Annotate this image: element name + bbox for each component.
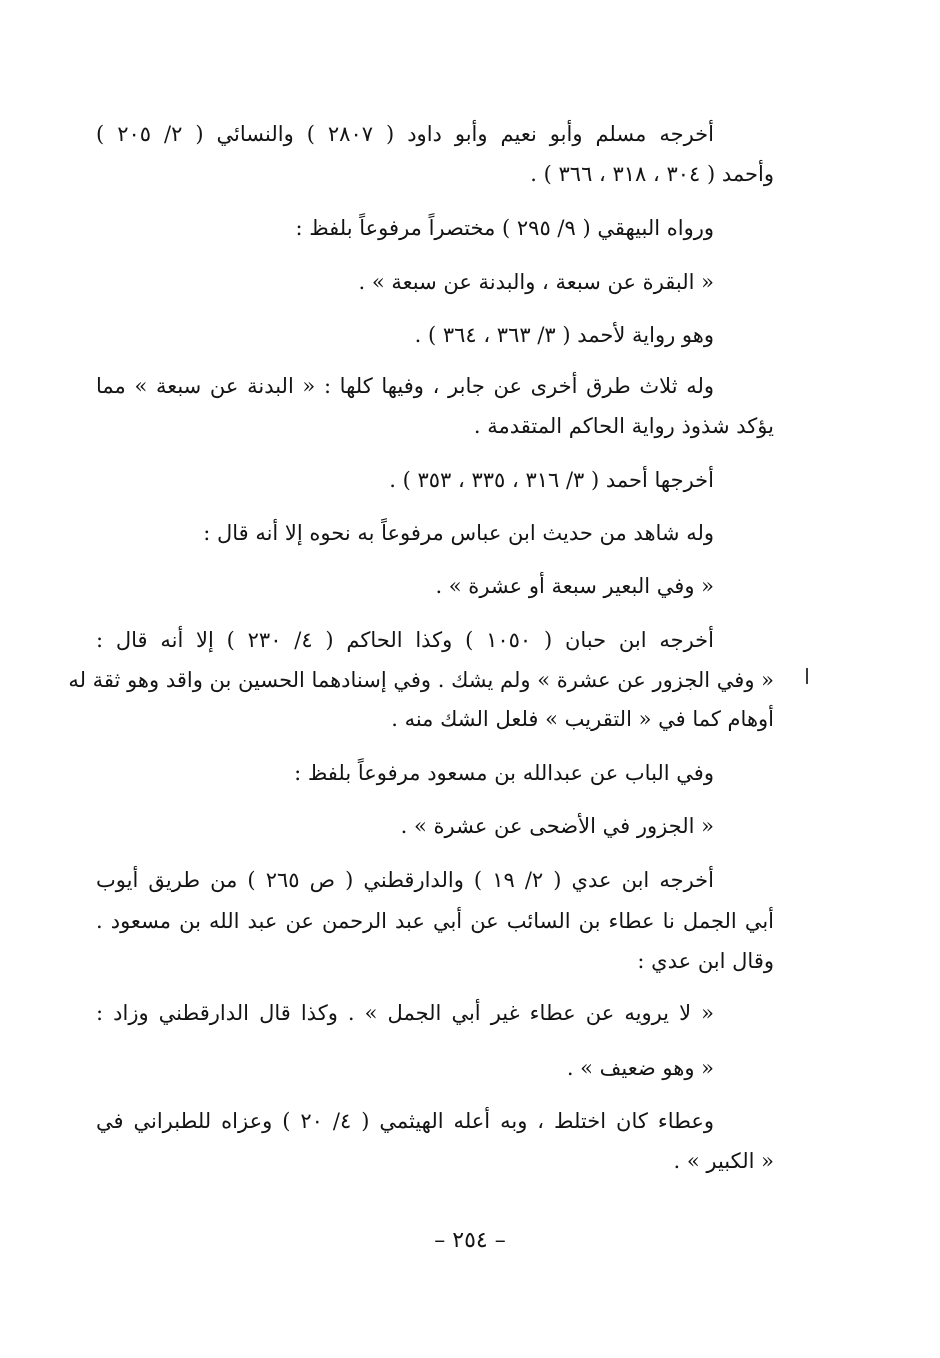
quoted-hadith-line: « وهو ضعيف » . (566, 1056, 714, 1080)
text-line: أخرجها أحمد ( ٣/ ٣١٦ ، ٣٣٥ ، ٣٥٣ ) . (389, 468, 714, 492)
quoted-hadith-line: « لا يرويه عن عطاء غير أبي الجمل » . وكذا قال الدارقطني وزاد : (96, 1001, 714, 1025)
text-line: أبي الجمل نا عطاء بن السائب عن أبي عبد الرحمن عن عبد الله بن مسعود . (96, 909, 774, 933)
text-line: يؤكد شذوذ رواية الحاكم المتقدمة . (473, 414, 774, 438)
text-line: ورواه البيهقي ( ٩/ ٢٩٥ ) مختصراً مرفوعاً بلفظ : (295, 216, 714, 240)
text-line: وعطاء كان اختلط ، وبه أعله الهيثمي ( ٤/ ٢٠ ) وعزاه للطبراني في (96, 1109, 714, 1133)
quoted-hadith-line: « الجزور في الأضحى عن عشرة » . (400, 814, 714, 838)
text-line: أخرجه ابن عدي ( ٢/ ١٩ ) والدارقطني ( ص ٢٦٥ ) من طريق أيوب (96, 868, 714, 892)
text-line: أخرجه مسلم وأبو نعيم وأبو داود ( ٢٨٠٧ ) والنسائي ( ٢/ ٢٠٥ ) (96, 122, 714, 146)
margin-mark (806, 668, 808, 684)
text-line: أخرجه ابن حبان ( ١٠٥٠ ) وكذا الحاكم ( ٤/ ٢٣٠ ) إلا أنه قال : (96, 628, 714, 652)
text-line: أوهام كما في « التقريب » فلعل الشك منه . (391, 707, 774, 731)
text-line: وقال ابن عدي : (637, 949, 774, 973)
quoted-hadith-line: « البقرة عن سبعة ، والبدنة عن سبعة » . (358, 270, 714, 294)
text-line: وله شاهد من حديث ابن عباس مرفوعاً به نحوه إلا أنه قال : (203, 521, 714, 545)
text-line: وفي الباب عن عبدالله بن مسعود مرفوعاً بلفظ : (294, 761, 714, 785)
page-number: – ٢٥٤ – (434, 1228, 506, 1253)
text-line: وهو رواية لأحمد ( ٣/ ٣٦٣ ، ٣٦٤ ) . (414, 323, 714, 347)
text-line: وله ثلاث طرق أخرى عن جابر ، وفيها كلها : « البدنة عن سبعة » مما (96, 374, 715, 398)
text-line: « وفي الجزور عن عشرة » ولم يشك . وفي إسنادهما الحسين بن واقد وهو ثقة له (68, 668, 774, 692)
quoted-hadith-line: « وفي البعير سبعة أو عشرة » . (435, 574, 714, 598)
text-line: « الكبير » . (673, 1149, 774, 1173)
text-line: وأحمد ( ٣٠٤ ، ٣١٨ ، ٣٦٦ ) . (530, 162, 774, 186)
